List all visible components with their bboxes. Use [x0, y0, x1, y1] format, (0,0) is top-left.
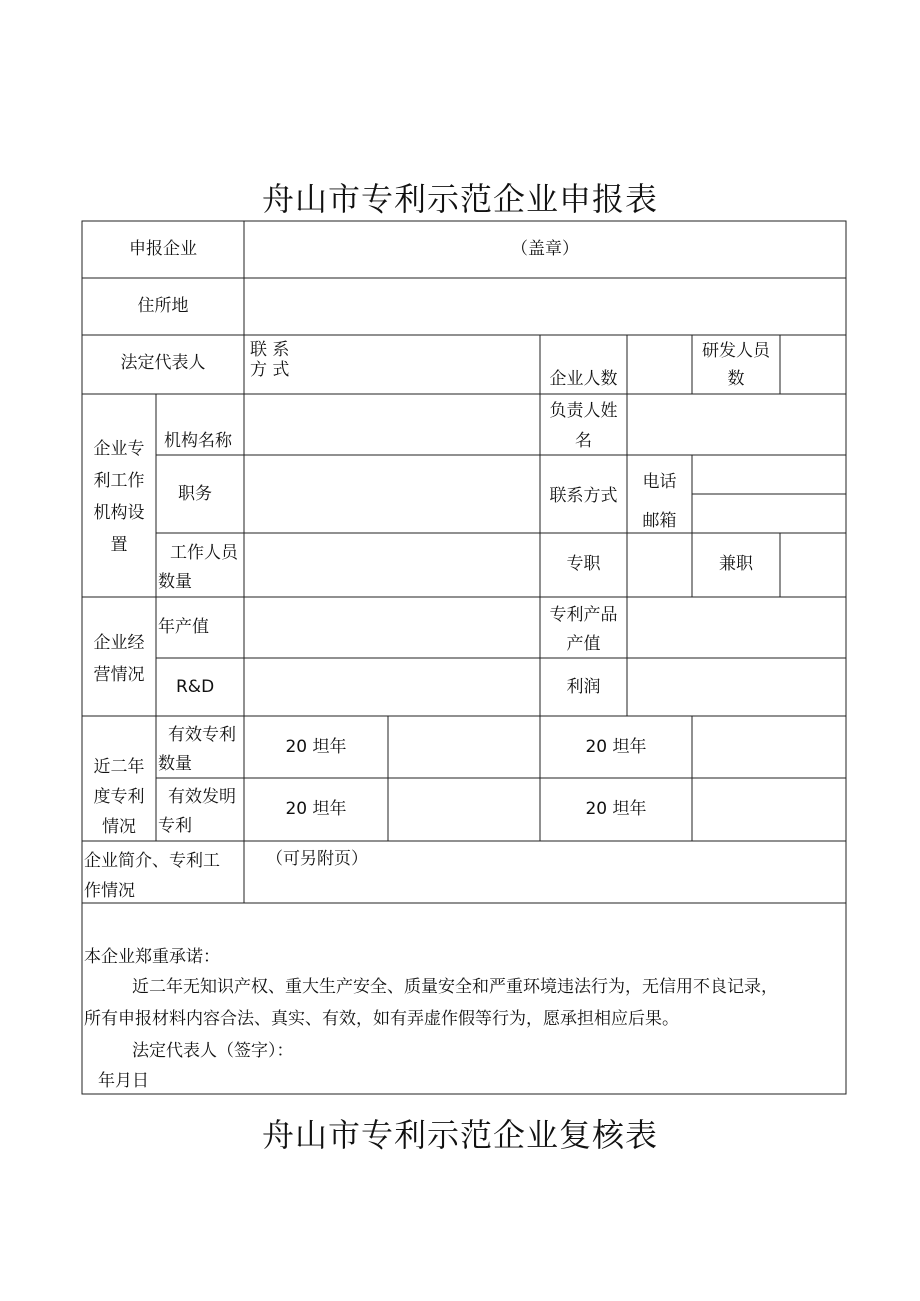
org-section-label-2: 利工作 [93, 471, 145, 491]
year-cell: 20 坦年 [585, 737, 647, 757]
phone-label: 电话 [642, 472, 677, 492]
staff-count-label-line1: 工作人员 [170, 543, 238, 563]
valid-invention-label-line2: 专利 [158, 816, 192, 836]
year-cell: 20 坦年 [585, 799, 647, 819]
org-name-label: 机构名称 [164, 431, 232, 451]
parttime-label: 兼职 [719, 554, 753, 574]
head-name-label-line2: 名 [575, 431, 592, 451]
attach-note: （可另附页） [266, 849, 368, 869]
profit-label: 利润 [566, 677, 601, 697]
valid-patents-label-line1: 有效专利 [168, 725, 236, 745]
legal-rep-label: 法定代表人 [120, 353, 206, 373]
patent-section-label-3: 情况 [102, 817, 136, 837]
patent-section-label-1: 近二年 [93, 757, 145, 777]
head-name-label-line1: 负责人姓 [549, 401, 618, 421]
patent-output-label-line1: 专利产品 [549, 605, 618, 625]
signature-label: 法定代表人（签字）： [132, 1041, 294, 1061]
valid-invention-label-line1: 有效发明 [168, 787, 236, 807]
org-section-label-1: 企业专 [93, 439, 145, 459]
rd-staff-label-line1: 研发人员 [702, 341, 770, 361]
pledge-line-2: 所有申报材料内容合法、真实、有效，如有弄虚作假等行为，愿承担相应后果。 [84, 1009, 679, 1029]
annual-output-label: 年产值 [158, 617, 209, 637]
employees-label: 企业人数 [549, 369, 618, 389]
year-cell: 20 坦年 [285, 737, 347, 757]
page-title: 舟山市专利示范企业申报表 [261, 180, 658, 218]
rd-staff-label-line2: 数 [727, 369, 745, 389]
contact-label-line2: 方 式 [250, 360, 290, 380]
staff-count-label-line2: 数量 [158, 572, 192, 592]
seal-note: （盖章） [511, 239, 579, 259]
email-label: 邮箱 [642, 511, 677, 531]
contact-method-label: 联系方式 [549, 486, 618, 506]
patent-section-label-2: 度专利 [93, 787, 145, 807]
biz-section-label-2: 营情况 [93, 665, 145, 685]
biz-section-label-1: 企业经 [93, 633, 145, 653]
profile-label-line1: 企业简介、专利工 [84, 851, 220, 871]
position-label: 职务 [178, 484, 212, 504]
valid-patents-label-line2: 数量 [158, 754, 192, 774]
address-label: 住所地 [137, 296, 189, 316]
pledge-heading: 本企业郑重承诺： [84, 947, 220, 967]
fulltime-label: 专职 [566, 554, 601, 574]
org-section-label-4: 置 [110, 535, 128, 555]
applicant-label: 申报企业 [129, 239, 197, 259]
profile-label-line2: 作情况 [84, 881, 135, 901]
pledge-line-1: 近二年无知识产权、重大生产安全、质量安全和严重环境违法行为，无信用不良记录， [132, 977, 778, 997]
review-form-title: 舟山市专利示范企业复核表 [261, 1116, 658, 1154]
year-cell: 20 坦年 [285, 799, 347, 819]
date-label: 年月日 [98, 1071, 149, 1091]
contact-label-line1: 联 系 [250, 340, 290, 360]
patent-output-label-line2: 产值 [566, 634, 601, 654]
rd-label: R&D [176, 677, 215, 697]
org-section-label-3: 机构设 [93, 503, 145, 523]
